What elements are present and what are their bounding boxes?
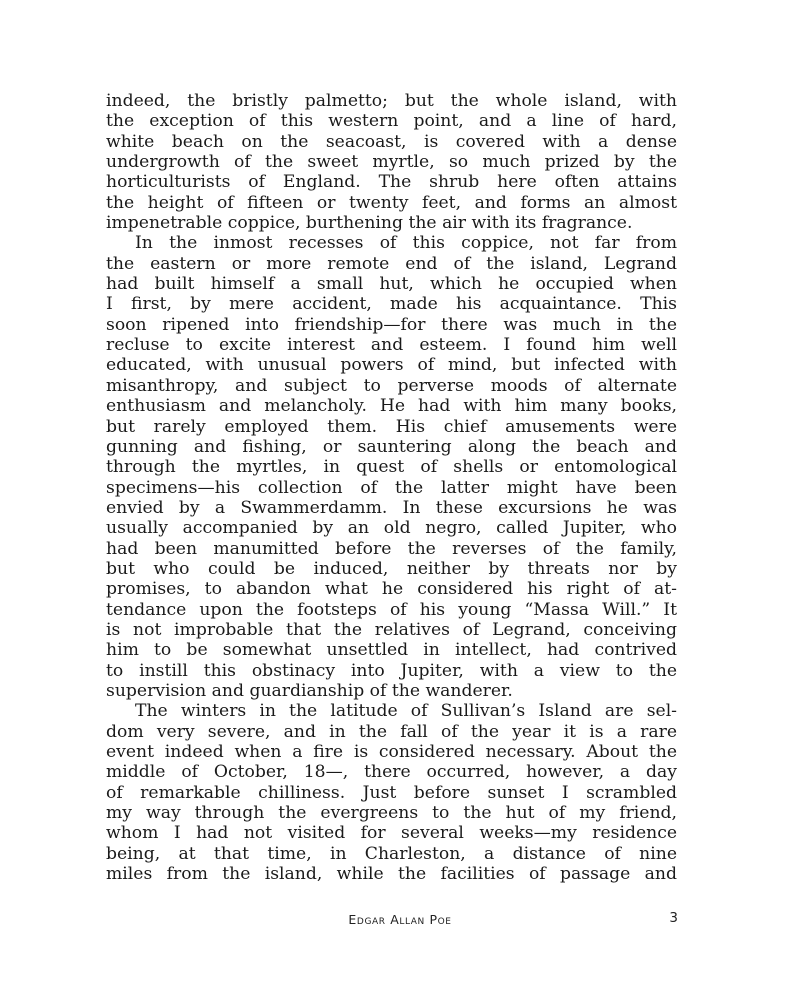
text-line: misanthropy, and subject to perverse moods of alternate — [106, 375, 677, 396]
running-footer-author: Edgar Allan Poe — [348, 912, 452, 927]
text-line: tendance upon the footsteps of his young “Massa Will.” It — [106, 599, 677, 620]
text-line: had been manumitted before the reverses of the family, — [106, 538, 677, 559]
text-line: of remarkable chilliness. Just before sunset I scrambled — [106, 782, 677, 803]
text-line: through the myrtles, in quest of shells or entomological — [106, 457, 677, 478]
text-line: promises, to abandon what he considered his right of at- — [106, 579, 677, 600]
text-line: envied by a Swammerdamm. In these excursions he was — [106, 497, 677, 518]
text-line: indeed, the bristly palmetto; but the whole island, with — [106, 91, 677, 111]
text-line: my way through the evergreens to the hut of my friend, — [106, 803, 677, 824]
text-line: soon ripened into friendship—for there was much in the — [106, 314, 677, 335]
text-line: whom I had not visited for several weeks—my residence — [106, 823, 677, 844]
text-line: recluse to excite interest and esteem. I found him well — [106, 335, 677, 356]
text-line: white beach on the seacoast, is covered with a dense — [106, 131, 677, 152]
text-line: but who could be induced, neither by threats nor by — [106, 558, 677, 579]
text-line: but rarely employed them. His chief amusements were — [106, 416, 677, 437]
text-line: dom very severe, and in the fall of the year it is a rare — [106, 721, 677, 742]
text-line: enthusiasm and melancholy. He had with him many books, — [106, 396, 677, 417]
text-line: being, at that time, in Charleston, a distance of nine — [106, 843, 677, 864]
text-line: to instill this obstinacy into Jupiter, with a view to the — [106, 660, 677, 681]
page-number: 3 — [669, 910, 678, 926]
text-line: educated, with unusual powers of mind, but infected with — [106, 355, 677, 376]
text-line: the eastern or more remote end of the island, Legrand — [106, 253, 677, 274]
text-line: supervision and guardianship of the wanderer. — [106, 680, 513, 701]
text-line: impenetrable coppice, burthening the air with its fragrance. — [106, 213, 633, 234]
text-line: I first, by mere accident, made his acquaintance. This — [106, 294, 677, 315]
text-line: miles from the island, while the facilities of passage and — [106, 864, 677, 885]
text-line: gunning and fishing, or sauntering along the beach and — [106, 436, 677, 457]
text-line: specimens—his collection of the latter might have been — [106, 477, 677, 498]
body-text — [106, 91, 677, 884]
text-line: event indeed when a fire is considered necessary. About the — [106, 742, 677, 762]
text-line: the height of fifteen or twenty feet, and forms an almost — [106, 192, 677, 213]
text-line: usually accompanied by an old negro, called Jupiter, who — [106, 518, 677, 539]
text-line: middle of October, 18—, there occurred, however, a day — [106, 762, 677, 783]
text-line: the exception of this western point, and a line of hard, — [106, 111, 677, 132]
text-line: undergrowth of the sweet myrtle, so much prized by the — [106, 152, 677, 173]
paragraph-start-line: The winters in the latitude of Sullivan’s Island are sel- — [135, 701, 677, 722]
paragraph-start-line: In the inmost recesses of this coppice, not far from — [135, 233, 677, 254]
text-line: him to be somewhat unsettled in intellect, had contrived — [106, 640, 677, 661]
text-line: had built himself a small hut, which he occupied when — [106, 274, 677, 295]
text-line: is not improbable that the relatives of Legrand, conceiving — [106, 619, 677, 640]
text-line: horticulturists of England. The shrub here often attains — [106, 172, 677, 193]
